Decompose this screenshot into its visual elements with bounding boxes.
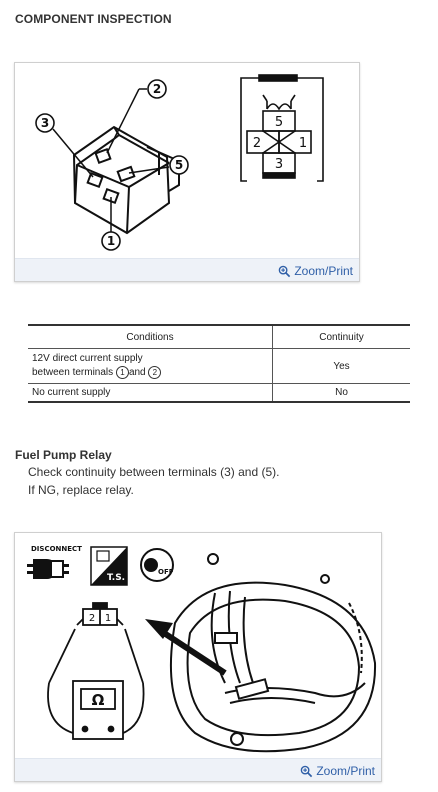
table-row	[28, 349, 410, 384]
table-header-row	[28, 325, 410, 349]
disconnect-label: DISCONNECT	[31, 545, 82, 553]
condition-cell	[28, 349, 273, 384]
section-title: COMPONENT INSPECTION	[15, 12, 172, 26]
schematic-terminal-3: 3	[274, 157, 284, 172]
schematic-terminal-2: 2	[252, 136, 262, 151]
fuel-pump-instruction-1: Check continuity between terminals (3) and (5).	[28, 465, 280, 479]
relay-connector-illustration	[19, 65, 209, 259]
continuity-cell: Yes	[273, 349, 411, 384]
ohm-symbol: Ω	[91, 691, 105, 709]
condition-cell: No current supply	[28, 384, 273, 403]
relay-terminal-5: 5	[174, 158, 184, 172]
zoom-icon	[300, 765, 313, 778]
figure-footer	[15, 258, 359, 281]
zoom-icon	[278, 265, 291, 278]
condition-and: and	[128, 367, 149, 379]
schematic-terminal-5: 5	[274, 115, 284, 130]
zoom-print-link[interactable]	[300, 764, 375, 778]
terminal-1-badge: 1	[116, 366, 129, 379]
schematic-terminal-1: 1	[298, 136, 308, 151]
fuel-pump-relay-title: Fuel Pump Relay	[15, 448, 112, 462]
off-label: OFF	[158, 568, 174, 576]
relay-schematic	[211, 71, 351, 221]
relay-figure	[14, 62, 360, 282]
table-row	[28, 384, 410, 403]
zoom-print-link[interactable]	[278, 264, 353, 278]
header-conditions: Conditions	[28, 325, 273, 349]
ignition-off-icon	[141, 549, 174, 581]
relay-terminal-2: 2	[152, 82, 162, 96]
meter-terminal-2: 2	[88, 613, 96, 624]
disconnect-icon	[27, 559, 69, 579]
zoom-print-label: Zoom/Print	[316, 764, 375, 778]
figure-footer	[15, 758, 381, 781]
ts-label: T.S.	[107, 573, 126, 583]
test-switch-icon	[91, 547, 127, 585]
header-continuity: Continuity	[273, 325, 411, 349]
relay-terminal-1: 1	[106, 234, 116, 248]
fuel-pump-instruction-2: If NG, replace relay.	[28, 483, 134, 497]
condition-line2: between terminals	[32, 367, 116, 379]
meter-terminal-1: 1	[104, 613, 112, 624]
zoom-print-label: Zoom/Print	[294, 264, 353, 278]
continuity-cell: No	[273, 384, 411, 403]
terminal-2-badge: 2	[148, 366, 161, 379]
continuity-table	[28, 324, 410, 403]
fuel-pump-illustration	[15, 533, 381, 759]
relay-terminal-3: 3	[40, 116, 50, 130]
fuel-pump-figure	[14, 532, 382, 782]
condition-line1: 12V direct current supply	[32, 353, 143, 364]
